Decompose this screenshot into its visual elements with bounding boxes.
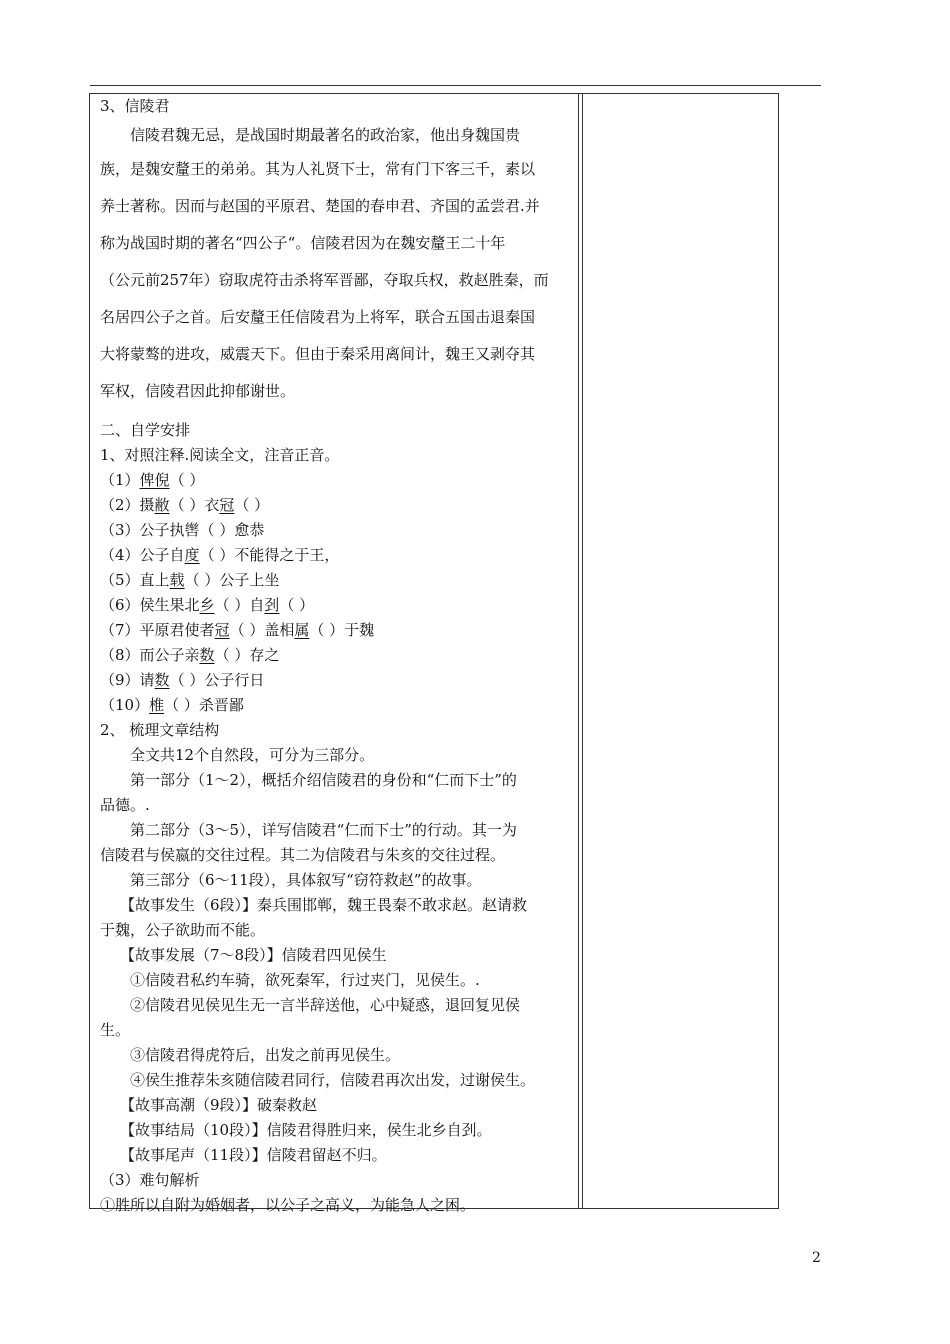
item-text: （ ）存之 (214, 646, 280, 664)
target-character: 载 (169, 571, 185, 589)
item-text: （10） (100, 696, 150, 714)
target-character: 椎 (149, 696, 165, 714)
sentence-1: ①胜所以自附为婚姻者，以公子之高义，为能急人之困。 (100, 1196, 476, 1214)
pronunciation-item (100, 668, 570, 693)
item-text: （4）公子自 (100, 546, 185, 564)
structure-line: ③信陵君得虎符后，出发之前再见侯生。 (130, 1046, 401, 1064)
item-text: ）愈恭 (214, 521, 265, 539)
structure-line: 第三部分（6～11段），具体叙写“窃符救赵”的故事。 (130, 871, 482, 889)
task-2: 2、 梳理文章结构 (100, 721, 220, 739)
item-text: （7）平原君使者 (100, 621, 215, 639)
bio-line: 信陵君魏无忌，是战国时期最著名的政治家，他出身魏国贵 (130, 126, 521, 144)
target-character: 乡 (199, 596, 215, 614)
structure-line: 【故事发生（6段）】秦兵围邯郸，魏王畏秦不敢求赵。赵请救 (120, 896, 528, 914)
pronunciation-item (100, 643, 570, 668)
structure-line: 品德。. (100, 796, 150, 814)
notes-cell (582, 94, 778, 1208)
structure-line: 【故事高潮（9段）】破秦救赵 (120, 1096, 318, 1114)
bio-line: （公元前257年）窃取虎符击杀将军晋鄙，夺取兵权，救赵胜秦，而 (100, 271, 549, 289)
target-character: 俾倪 (139, 471, 170, 489)
target-character: 度 (184, 546, 200, 564)
bio-line: 养士著称。因而与赵国的平原君、楚国的春申君、齐国的孟尝君.并 (100, 197, 540, 215)
structure-line: 全文共12个自然段，可分为三部分。 (130, 746, 375, 764)
item-text: （ ） (169, 471, 205, 489)
item-text: （ ） (234, 496, 270, 514)
pronunciation-item (100, 518, 570, 543)
structure-line: ④侯生推荐朱亥随信陵君同行，信陵君再次出发，过谢侯生。 (130, 1071, 536, 1089)
structure-line: 第一部分（1～2），概括介绍信陵君的身份和“仁而下士”的 (130, 771, 517, 789)
item-text: （3）公子执辔（ (100, 521, 215, 539)
page-number: 2 (812, 1250, 821, 1266)
structure-line: ①信陵君私约车骑，欲死秦军，行过夹门，见侯生。. (130, 971, 480, 989)
target-character: 冠 (214, 621, 230, 639)
task-1: 1、对照注释.阅读全文，注音正音。 (100, 446, 340, 464)
pronunciation-item (100, 618, 570, 643)
item-text: （ ）于魏 (309, 621, 375, 639)
selfstudy-heading: 二、自学安排 (100, 421, 191, 439)
structure-list (100, 743, 570, 1168)
structure-line: 【故事结局（10段）】信陵君得胜归来，侯生北乡自刭。 (120, 1121, 492, 1139)
item-text: （ ）盖相 (229, 621, 295, 639)
structure-line: 【故事尾声（11段）】信陵君留赵不归。 (120, 1146, 387, 1164)
item-text: （ ） (279, 596, 315, 614)
item-text: （2）摄 (100, 496, 155, 514)
item-text: （5）直上 (100, 571, 170, 589)
bio-line: 族，是魏安釐王的弟弟。其为人礼贤下士，常有门下客三千，素以 (100, 160, 536, 178)
pronunciation-item (100, 493, 570, 518)
pronunciation-item (100, 568, 570, 593)
bio-line: 名居四公子之首。后安釐王任信陵君为上将军，联合五国击退秦国 (100, 308, 536, 326)
main-content (90, 94, 570, 1218)
header-rule (90, 85, 821, 86)
item-text: （ ）自 (214, 596, 265, 614)
target-character: 属 (294, 621, 310, 639)
structure-line: 信陵君与侯嬴的交往过程。其二为信陵君与朱亥的交往过程。 (100, 846, 506, 864)
target-character: 刭 (264, 596, 280, 614)
bio-heading: 3、信陵君 (100, 97, 170, 115)
item-text: （ ）衣 (169, 496, 220, 514)
pronunciation-list (100, 468, 570, 718)
item-text: （8）而公子亲 (100, 646, 200, 664)
pronunciation-item (100, 543, 570, 568)
structure-line: 生。 (100, 1021, 131, 1039)
item-text: （ ）不能得之于王， (199, 546, 340, 564)
item-text: （9）请 (100, 671, 155, 689)
bio-line: 大将蒙骜的进攻，威震天下。但由于秦采用离间计，魏王又剥夺其 (100, 345, 536, 363)
target-character: 冠 (219, 496, 235, 514)
lesson-table (89, 93, 779, 1214)
item-text: （ ）杀晋鄙 (164, 696, 244, 714)
task-3: （3）难句解析 (100, 1171, 200, 1189)
pronunciation-item (100, 693, 570, 718)
item-text: （1） (100, 471, 140, 489)
pronunciation-item (100, 468, 570, 493)
structure-line: ②信陵君见侯见生无一言半辞送他，心中疑惑，退回复见侯 (130, 996, 521, 1014)
structure-line: 第二部分（3～5），详写信陵君“仁而下士”的行动。其一为 (130, 821, 517, 839)
item-text: （6）侯生果北 (100, 596, 200, 614)
pronunciation-item (100, 593, 570, 618)
item-text: （ ）公子上坐 (184, 571, 280, 589)
structure-line: 于魏，公子欲助而不能。 (100, 921, 266, 939)
target-character: 数 (154, 671, 170, 689)
structure-line: 【故事发展（7～8段）】信陵君四见侯生 (120, 946, 387, 964)
bio-line: 军权，信陵君因此抑郁谢世。 (100, 382, 296, 400)
main-content-cell (90, 94, 579, 1214)
target-character: 敝 (154, 496, 170, 514)
bio-line: 称为战国时期的著名“四公子“。信陵君因为在魏安釐王二十年 (100, 234, 506, 252)
target-character: 数 (199, 646, 215, 664)
bio-section (100, 94, 570, 410)
item-text: （ ）公子行日 (169, 671, 265, 689)
